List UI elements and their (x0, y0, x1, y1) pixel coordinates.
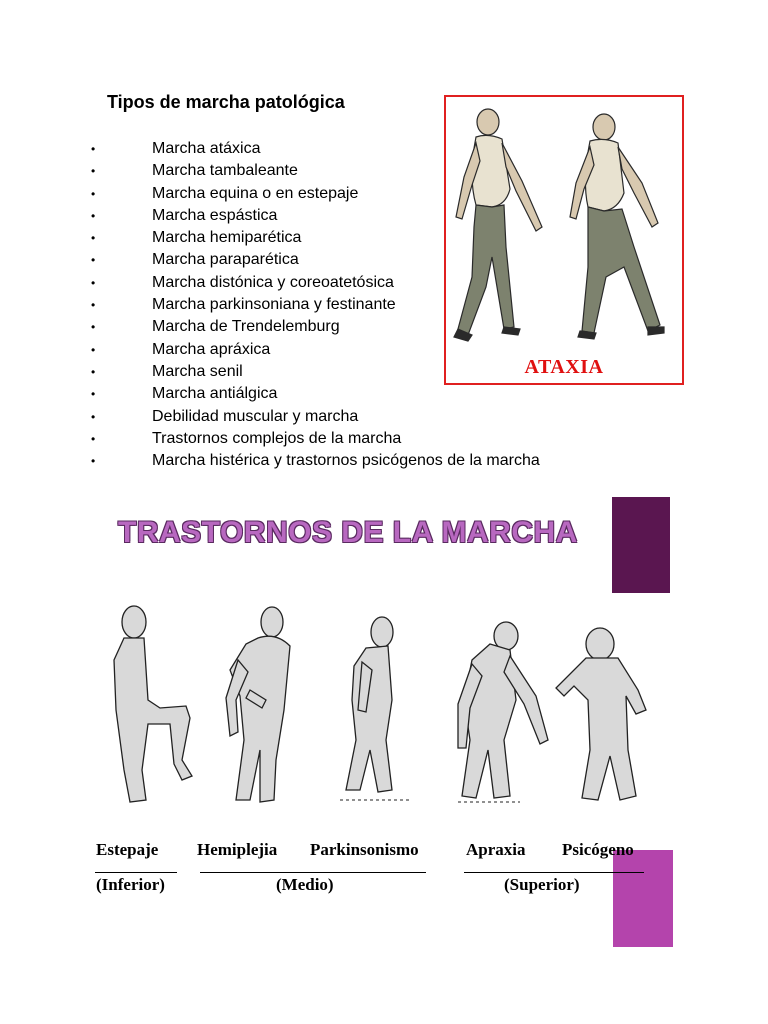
steppage-figure (114, 606, 192, 802)
gait-type-label: Marcha paraparética (152, 251, 299, 269)
bullet-icon: • (91, 186, 96, 201)
gait-type-label: Marcha hemiparética (152, 229, 302, 247)
ataxia-illustration (444, 95, 684, 385)
bullet-icon: • (91, 342, 96, 357)
bullet-icon: • (91, 364, 96, 379)
hemiplegia-figure (226, 607, 290, 802)
bullet-icon: • (91, 164, 96, 179)
ataxia-figures (446, 97, 682, 383)
bullet-icon: • (91, 431, 96, 446)
group-label-medio: (Medio) (276, 875, 334, 894)
gait-type-label: Marcha de Trendelemburg (152, 318, 340, 336)
bullet-icon: • (91, 253, 96, 268)
decorative-square-bottom (613, 850, 673, 947)
gait-type-label: Marcha antiálgica (152, 385, 278, 403)
bullet-icon: • (91, 298, 96, 313)
bullet-icon: • (91, 320, 96, 335)
gait-type-item (88, 450, 540, 472)
bullet-icon: • (91, 275, 96, 290)
page-heading: Tipos de marcha patológica (107, 92, 345, 112)
decorative-square-top (612, 497, 670, 593)
gait-type-label: Marcha tambaleante (152, 162, 298, 180)
gait-type-label: Trastornos complejos de la marcha (152, 429, 402, 447)
label-apraxia: Apraxia (466, 840, 526, 859)
bullet-icon: • (91, 208, 96, 223)
bullet-icon: • (91, 142, 96, 156)
label-parkinsonism: Parkinsonismo (310, 840, 419, 859)
rule-medio (200, 872, 426, 873)
psychogenic-figure (556, 628, 646, 800)
group-label-superior: (Superior) (504, 875, 580, 894)
gait-type-label: Marcha espástica (152, 206, 278, 224)
bullet-icon: • (91, 231, 96, 246)
gait-figures-illustration (90, 600, 680, 815)
gait-type-item (88, 428, 540, 450)
gait-type-label: Marcha histérica y trastornos psicógenos de la marcha (152, 452, 540, 470)
apraxia-figure (458, 622, 548, 798)
gait-type-label: Marcha equina o en estepaje (152, 184, 359, 202)
gait-type-label: Marcha parkinsoniana y festinante (152, 296, 396, 314)
group-label-inferior: (Inferior) (96, 875, 165, 894)
label-hemiplegia: Hemiplejia (197, 840, 278, 859)
bullet-icon: • (91, 409, 96, 424)
banner-title: TRASTORNOS DE LA MARCHA (118, 516, 578, 549)
label-steppage: Estepaje (96, 840, 159, 859)
label-psychogenic: Psicógeno (562, 840, 634, 859)
gait-type-item (88, 383, 540, 405)
rule-inferior (95, 872, 177, 873)
gait-type-label: Debilidad muscular y marcha (152, 407, 359, 425)
rule-superior (464, 872, 644, 873)
gait-type-item (88, 406, 540, 428)
gait-type-label: Marcha senil (152, 362, 243, 380)
gait-type-label: Marcha apráxica (152, 340, 271, 358)
bullet-icon: • (91, 454, 96, 469)
gait-type-label: Marcha distónica y coreoatetósica (152, 273, 394, 291)
bullet-icon: • (91, 387, 96, 402)
gait-type-label: Marcha atáxica (152, 140, 261, 157)
ataxia-label: ATAXIA (524, 356, 604, 378)
parkinsonism-figure (346, 617, 393, 792)
